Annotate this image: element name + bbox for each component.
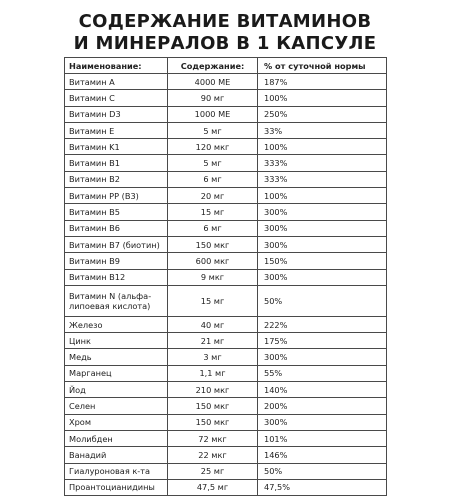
table-row — [65, 479, 387, 495]
nutrient-name: Витамин K1 — [65, 139, 168, 155]
nutrient-amount: 3 мг — [168, 349, 258, 365]
nutrient-amount: 15 мг — [168, 204, 258, 220]
nutrient-daily-percent: 333% — [258, 155, 387, 171]
table-row — [65, 106, 387, 122]
nutrient-name: Витамин N (альфа-липоевая кислота) — [65, 285, 168, 316]
nutrient-amount: 120 мкг — [168, 139, 258, 155]
header-amount: Содержание: — [168, 58, 258, 74]
nutrient-name: Железо — [65, 316, 168, 332]
table-row — [65, 236, 387, 252]
nutrient-amount: 21 мг — [168, 333, 258, 349]
nutrient-name: Витамин B5 — [65, 204, 168, 220]
header-name: Наименование: — [65, 58, 168, 74]
nutrient-daily-percent: 300% — [258, 414, 387, 430]
table-row — [65, 188, 387, 204]
nutrient-amount: 40 мг — [168, 316, 258, 332]
nutrient-name: Витамин C — [65, 90, 168, 106]
nutrient-daily-percent: 200% — [258, 398, 387, 414]
table-header-row — [65, 58, 387, 74]
nutrient-daily-percent: 150% — [258, 253, 387, 269]
nutrient-name: Витамин B9 — [65, 253, 168, 269]
page-title-line-2: И МИНЕРАЛОВ В 1 КАПСУЛЕ — [73, 33, 377, 54]
nutrient-daily-percent: 140% — [258, 382, 387, 398]
nutrition-table — [64, 57, 387, 496]
nutrient-name: Цинк — [65, 333, 168, 349]
table-row — [65, 365, 387, 381]
table-row — [65, 269, 387, 285]
nutrient-daily-percent: 47,5% — [258, 479, 387, 495]
nutrient-amount: 90 мг — [168, 90, 258, 106]
nutrient-amount: 1,1 мг — [168, 365, 258, 381]
nutrient-amount: 150 мкг — [168, 236, 258, 252]
nutrient-daily-percent: 175% — [258, 333, 387, 349]
nutrient-name: Молибден — [65, 430, 168, 446]
nutrient-amount: 210 мкг — [168, 382, 258, 398]
nutrient-amount: 600 мкг — [168, 253, 258, 269]
table-row — [65, 90, 387, 106]
table-row — [65, 155, 387, 171]
nutrient-amount: 6 мг — [168, 171, 258, 187]
nutrient-name: Витамин B1 — [65, 155, 168, 171]
table-row — [65, 220, 387, 236]
table-row — [65, 122, 387, 138]
nutrient-amount: 15 мг — [168, 285, 258, 316]
nutrient-name: Хром — [65, 414, 168, 430]
nutrient-daily-percent: 300% — [258, 220, 387, 236]
nutrient-daily-percent: 100% — [258, 139, 387, 155]
nutrient-daily-percent: 50% — [258, 285, 387, 316]
table-row — [65, 316, 387, 332]
table-row — [65, 333, 387, 349]
nutrient-name: Медь — [65, 349, 168, 365]
nutrient-amount: 4000 МЕ — [168, 74, 258, 90]
table-row — [65, 447, 387, 463]
nutrient-name: Витамин B7 (биотин) — [65, 236, 168, 252]
nutrient-amount: 1000 МЕ — [168, 106, 258, 122]
nutrient-amount: 20 мг — [168, 188, 258, 204]
nutrient-name: Витамин A — [65, 74, 168, 90]
nutrient-amount: 6 мг — [168, 220, 258, 236]
nutrient-daily-percent: 300% — [258, 204, 387, 220]
nutrient-amount: 25 мг — [168, 463, 258, 479]
table-row — [65, 74, 387, 90]
nutrient-name: Проантоцианидины — [65, 479, 168, 495]
nutrient-name: Витамин E — [65, 122, 168, 138]
table-row — [65, 463, 387, 479]
nutrient-name: Ванадий — [65, 447, 168, 463]
table-row — [65, 171, 387, 187]
table-row — [65, 285, 387, 316]
nutrient-daily-percent: 300% — [258, 236, 387, 252]
nutrient-daily-percent: 50% — [258, 463, 387, 479]
nutrient-daily-percent: 222% — [258, 316, 387, 332]
nutrient-daily-percent: 100% — [258, 90, 387, 106]
nutrient-name: Витамин B2 — [65, 171, 168, 187]
table-row — [65, 253, 387, 269]
nutrient-daily-percent: 55% — [258, 365, 387, 381]
page-title-line-1: СОДЕРЖАНИЕ ВИТАМИНОВ — [78, 11, 372, 32]
nutrient-daily-percent: 33% — [258, 122, 387, 138]
table-row — [65, 414, 387, 430]
nutrient-daily-percent: 146% — [258, 447, 387, 463]
table-row — [65, 398, 387, 414]
nutrient-daily-percent: 187% — [258, 74, 387, 90]
nutrient-amount: 22 мкг — [168, 447, 258, 463]
nutrient-daily-percent: 100% — [258, 188, 387, 204]
nutrient-daily-percent: 101% — [258, 430, 387, 446]
nutrient-name: Витамин B6 — [65, 220, 168, 236]
table-row — [65, 382, 387, 398]
nutrient-daily-percent: 300% — [258, 349, 387, 365]
nutrient-amount: 150 мкг — [168, 414, 258, 430]
nutrient-amount: 5 мг — [168, 155, 258, 171]
nutrient-amount: 150 мкг — [168, 398, 258, 414]
nutrient-name: Йод — [65, 382, 168, 398]
table-row — [65, 430, 387, 446]
nutrient-name: Витамин B12 — [65, 269, 168, 285]
nutrient-amount: 47,5 мг — [168, 479, 258, 495]
nutrient-daily-percent: 300% — [258, 269, 387, 285]
nutrient-name: Гиалуроновая к-та — [65, 463, 168, 479]
table-row — [65, 349, 387, 365]
nutrient-name: Витамин PP (B3) — [65, 188, 168, 204]
nutrient-daily-percent: 250% — [258, 106, 387, 122]
header-daily-percent: % от суточной нормы — [258, 58, 387, 74]
nutrient-amount: 72 мкг — [168, 430, 258, 446]
table-row — [65, 204, 387, 220]
nutrient-name: Витамин D3 — [65, 106, 168, 122]
nutrient-name: Селен — [65, 398, 168, 414]
nutrient-amount: 5 мг — [168, 122, 258, 138]
nutrient-name: Марганец — [65, 365, 168, 381]
nutrient-amount: 9 мкг — [168, 269, 258, 285]
nutrient-daily-percent: 333% — [258, 171, 387, 187]
table-row — [65, 139, 387, 155]
